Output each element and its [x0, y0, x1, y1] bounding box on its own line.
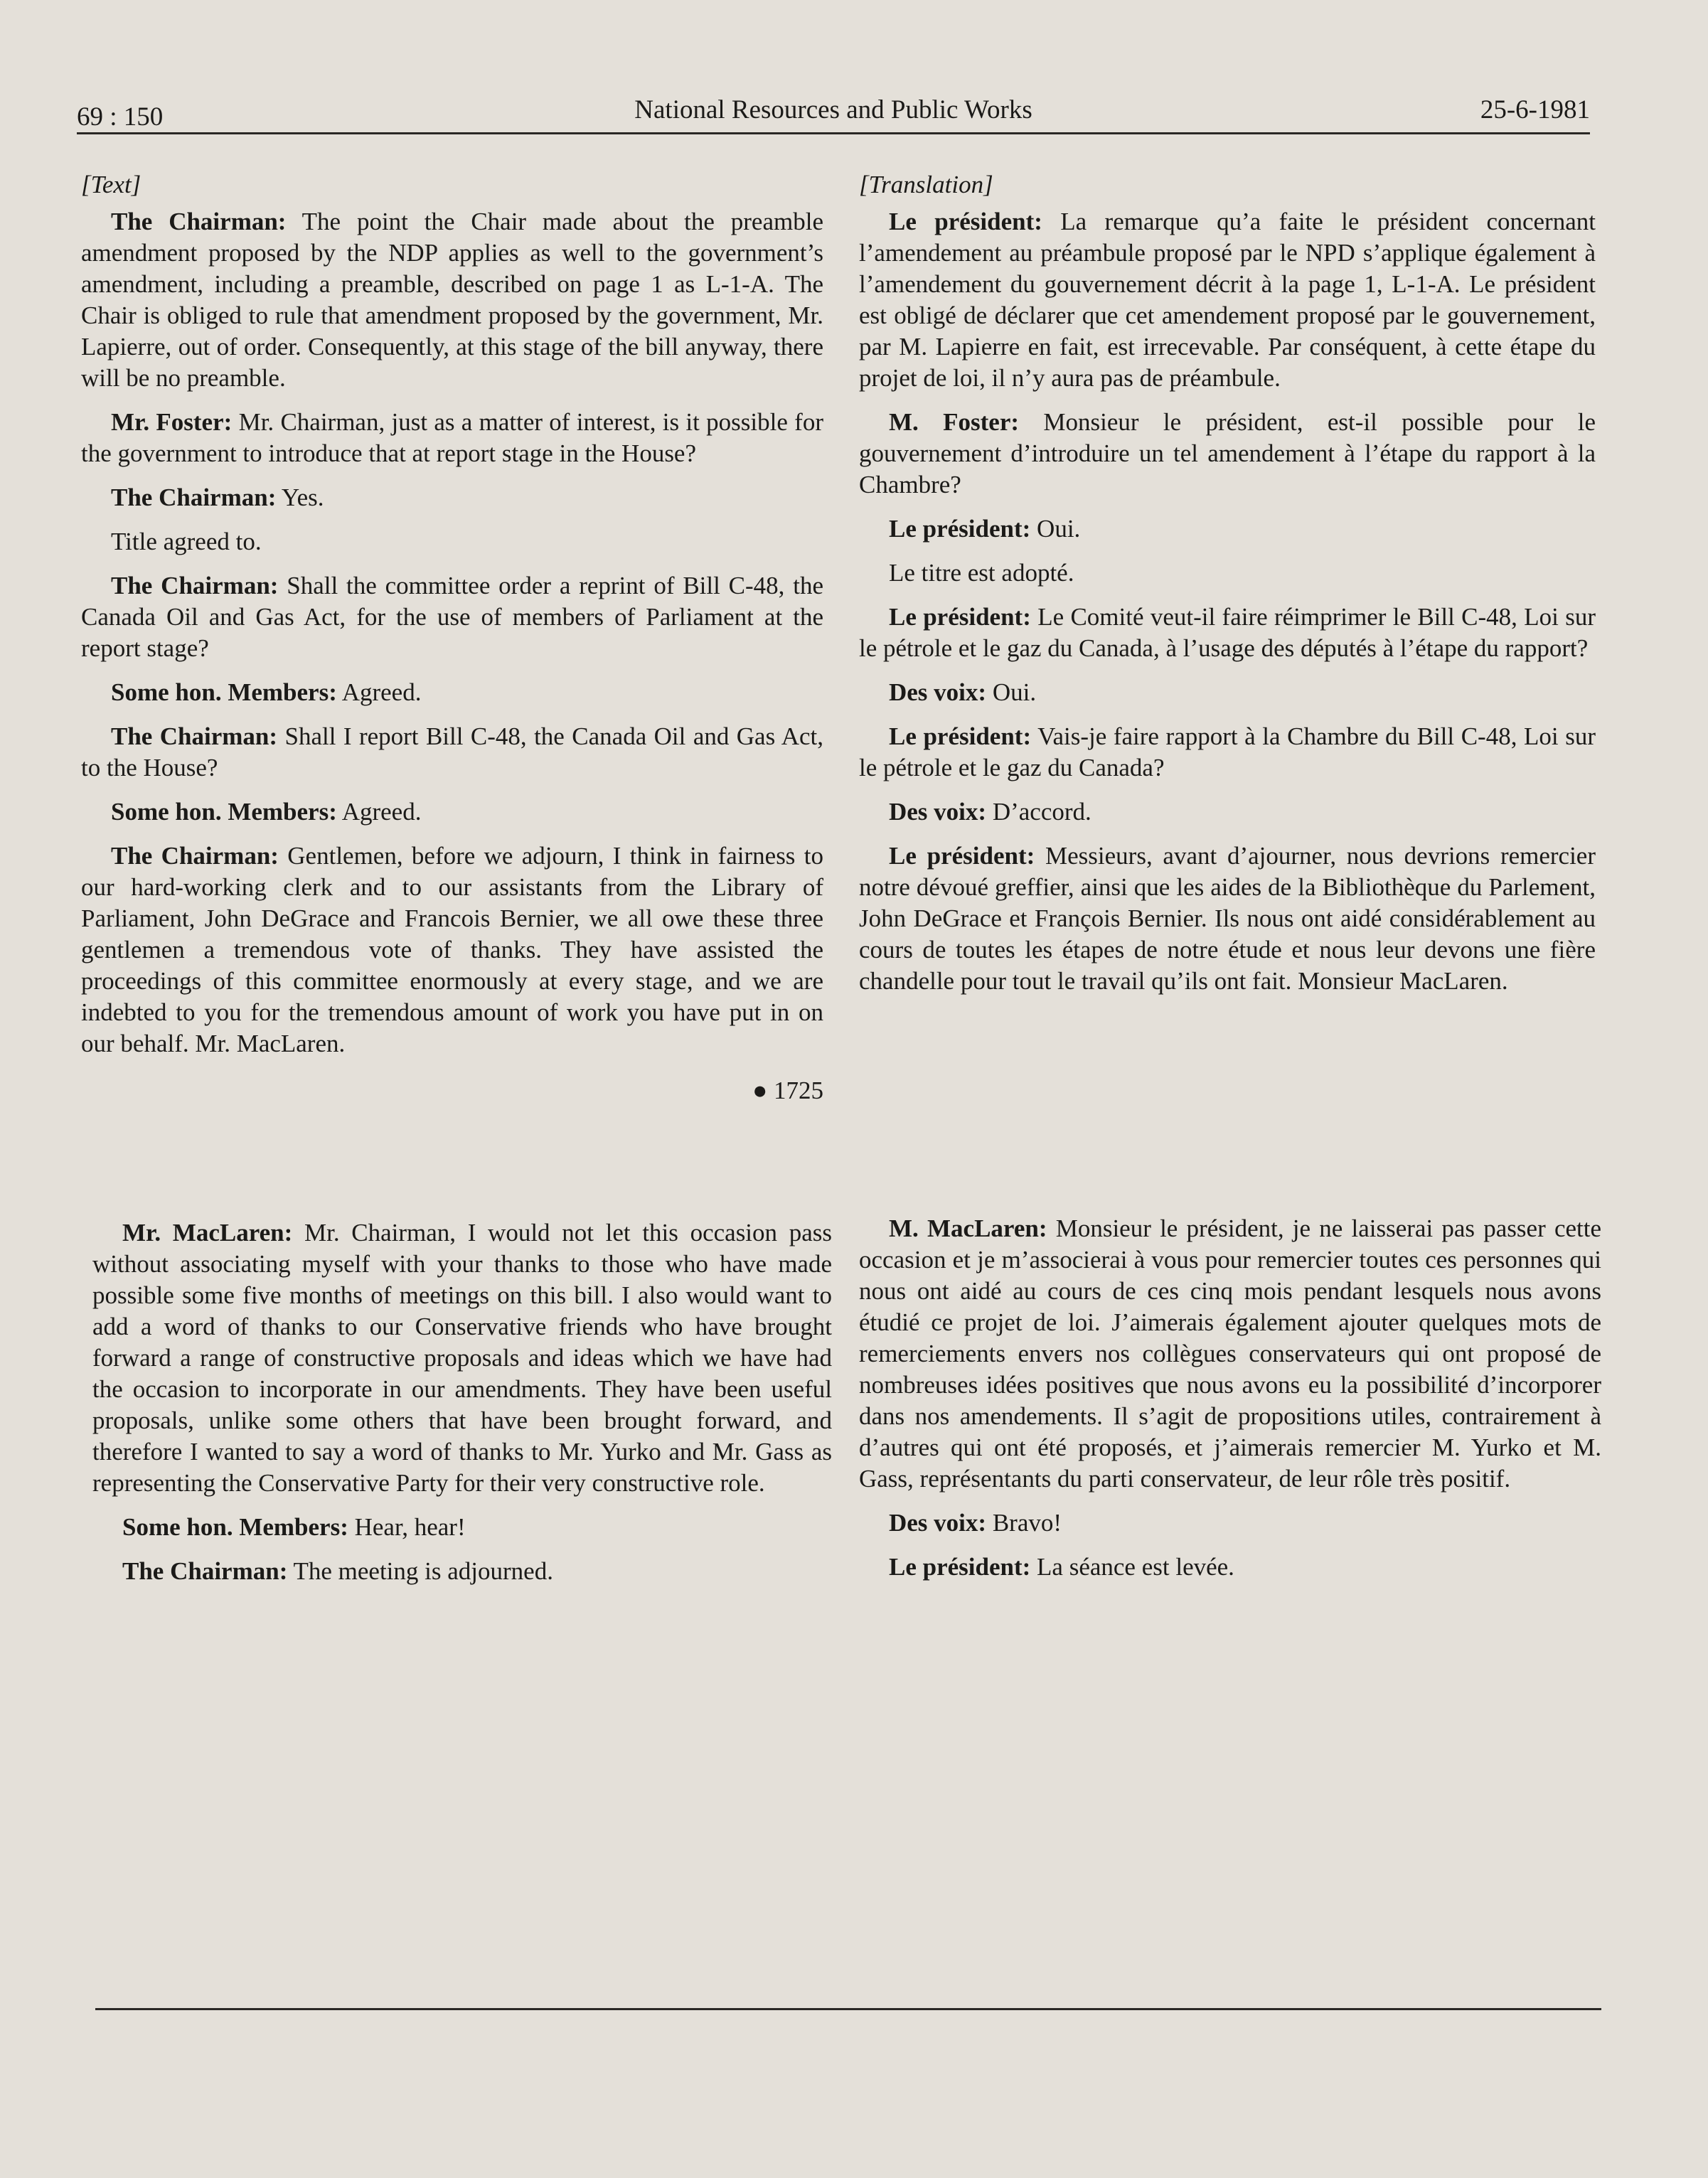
speaker-name: Des voix:	[889, 798, 987, 826]
speaker-name: M. MacLaren:	[889, 1215, 1047, 1242]
speech-text: Monsieur le président, je ne laisserai pas passer cette occasion et je m’associerai à vous pour remercier toutes ces personnes qui nous ont aidé au cours de ces cinq mois pendant lesquels nous avons étudié ce projet de loi. J’aimerais également ajouter quelques mots de remerciements envers nos collègues conservateurs qui ont proposé de nombreuses idées positives que nous avons eu la possibilité d’incorporer dans nos amendements. Il s’agit de propositions utiles, contrairement à d’autres qui ont été proposés, et j’aimerais remercier M. Yurko et M. Gass, représentants du parti conservateur, de leur rôle très positif.	[859, 1215, 1601, 1493]
transcript-paragraph	[859, 513, 1596, 545]
speech-text: Shall I report Bill C-48, the Canada Oil and Gas Act, to the House?	[81, 722, 823, 781]
running-title: National Resources and Public Works	[634, 95, 1032, 124]
speaker-name: Le président:	[889, 208, 1042, 235]
speaker-name: The Chairman:	[111, 572, 279, 599]
english-paragraphs-after	[92, 1217, 832, 1587]
speech-text: Oui.	[986, 678, 1037, 706]
speech-text: Shall the committee order a reprint of Bill C-48, the Canada Oil and Gas Act, for the use of members of Parliament at the report stage?	[81, 572, 823, 662]
speech-text: Mr. Chairman, just as a matter of interest, is it possible for the government to introduce that at report stage in the House?	[81, 408, 823, 467]
speech-text: Le titre est adopté.	[889, 559, 1074, 587]
transcript-paragraph	[859, 557, 1596, 589]
transcript-paragraph	[859, 407, 1596, 501]
transcript-paragraph	[81, 570, 823, 664]
page-header	[77, 91, 1590, 134]
transcript-paragraph	[859, 840, 1596, 997]
transcript-paragraph	[92, 1556, 832, 1587]
transcript-paragraph	[92, 1512, 832, 1543]
speech-text: Vais-je faire rapport à la Chambre du Bill C-48, Loi sur le pétrole et le gaz du Canada?	[859, 722, 1596, 781]
speech-text: Hear, hear!	[348, 1513, 466, 1541]
speaker-name: Des voix:	[889, 678, 987, 706]
footer-rule	[95, 2008, 1601, 2010]
transcript-paragraph	[859, 602, 1596, 664]
speaker-name: The Chairman:	[111, 208, 287, 235]
speaker-name: Some hon. Members:	[122, 1513, 348, 1541]
speech-text: Bravo!	[986, 1509, 1062, 1537]
transcript-paragraph	[81, 407, 823, 469]
french-paragraphs-after	[859, 1213, 1601, 1583]
speech-text: Gentlemen, before we adjourn, I think in fairness to our hard-working clerk and to our assistants from the Library of Parliament, John DeGrace and Francois Bernier, we all owe these three gentlemen a tremendous vote of thanks. They have assisted the proceedings of this committee enormously at every stage, and we are indebted to you for the tremendous amount of work you have put in on our behalf. Mr. MacLaren.	[81, 842, 823, 1057]
transcript-paragraph	[81, 840, 823, 1059]
speech-text: Mr. Chairman, I would not let this occasion pass without associating myself with your thanks to those who have made possible some five months of meetings on this bill. I also would want to add a word of thanks to our Conservative friends who have brought forward a range of constructive proposals and ideas which we have had the occasion to incorporate in our amendments. They have been useful proposals, unlike some others that have been brought forward, and therefore I wanted to say a word of thanks to Mr. Yurko and Mr. Gass as representing the Conservative Party for their very constructive role.	[92, 1219, 833, 1497]
transcript-paragraph	[859, 1213, 1601, 1495]
sitting-date: 25-6-1981	[1480, 95, 1590, 124]
speaker-name: Mr. MacLaren:	[122, 1219, 293, 1247]
speaker-name: Some hon. Members:	[111, 798, 337, 826]
speech-text: Oui.	[1030, 515, 1081, 543]
transcript-paragraph	[81, 526, 823, 557]
transcript-paragraph	[859, 796, 1596, 828]
transcript-paragraph	[92, 1217, 832, 1499]
speech-text: D’accord.	[986, 798, 1091, 826]
speech-text: La remarque qu’a faite le président concernant l’amendement au préambule proposé par le NPD s’applique également à l’amendement du gouvernement décrit à la page 1, L-1-A. Le président est obligé de déclarer que cet amendement proposé par le gouvernement, par M. Lapierre en fait, est irrecevable. Par conséquent, à cette étape du projet de loi, il n’y aura pas de préambule.	[859, 208, 1596, 392]
column-label: [Text]	[81, 171, 142, 198]
transcript-paragraph	[859, 721, 1596, 784]
transcript-paragraph	[81, 796, 823, 828]
speaker-name: Le président:	[889, 603, 1031, 631]
english-column-bottom	[92, 1217, 832, 1600]
speech-text: The meeting is adjourned.	[287, 1557, 553, 1585]
speech-text: Yes.	[276, 484, 324, 511]
speaker-name: The Chairman:	[111, 484, 277, 511]
speaker-name: The Chairman:	[122, 1557, 288, 1585]
speaker-name: Des voix:	[889, 1509, 987, 1537]
speaker-name: The Chairman:	[111, 842, 279, 870]
transcript-paragraph	[81, 206, 823, 394]
english-column-top	[81, 169, 823, 1135]
speaker-name: Le président:	[889, 842, 1035, 870]
transcript-paragraph	[859, 677, 1596, 708]
speaker-name: Le président:	[889, 722, 1032, 750]
speech-text: La séance est levée.	[1030, 1553, 1234, 1581]
speech-text: Messieurs, avant d’ajourner, nous devrions remercier notre dévoué greffier, ainsi que les aides de la Bibliothèque du Parlement, John DeGrace et François Bernier. Ils nous ont aidé considérablement au cours de toutes les étapes de notre étude et nous leur devons une fière chandelle pour tout le travail qu’ils ont fait. Monsieur MacLaren.	[859, 842, 1596, 995]
speaker-name: The Chairman:	[111, 722, 278, 750]
speaker-name: M. Foster:	[889, 408, 1020, 436]
speaker-name: Le président:	[889, 1553, 1031, 1581]
speaker-name: Mr. Foster:	[111, 408, 233, 436]
transcript-paragraph	[859, 1552, 1601, 1583]
column-label: [Translation]	[859, 171, 993, 198]
transcript-paragraph	[81, 721, 823, 784]
transcript-paragraph	[859, 1507, 1601, 1539]
transcript-paragraph	[81, 482, 823, 513]
speech-text: Title agreed to.	[111, 528, 262, 555]
speaker-name: Le président:	[889, 515, 1031, 543]
speech-text: Monsieur le président, est-il possible pour le gouvernement d’introduire un tel amendement à l’étape du rapport à la Chambre?	[859, 408, 1596, 498]
speaker-name: Some hon. Members:	[111, 678, 337, 706]
english-paragraphs	[81, 206, 823, 1059]
transcript-paragraph	[81, 677, 823, 708]
speech-text: Le Comité veut-il faire réimprimer le Bill C-48, Loi sur le pétrole et le gaz du Canada, à l’usage des députés à l’étape du rapport?	[859, 603, 1596, 662]
speech-text: Agreed.	[336, 798, 422, 826]
french-column-top	[859, 169, 1596, 1010]
time-marker: ● 1725	[752, 1077, 823, 1104]
page-number: 69 : 150	[77, 102, 164, 132]
transcript-paragraph	[859, 206, 1596, 394]
speech-text: The point the Chair made about the preamble amendment proposed by the NDP applies as well to the government’s amendment, including a preamble, described on page 1 as L-1-A. The Chair is obliged to rule that amendment proposed by the government, Mr. Lapierre, out of order. Consequently, at this stage of the bill anyway, there will be no preamble.	[81, 208, 823, 392]
speech-text: Agreed.	[336, 678, 422, 706]
french-column-bottom	[859, 1213, 1601, 1596]
french-paragraphs	[859, 206, 1596, 997]
header-rule	[77, 132, 1590, 134]
